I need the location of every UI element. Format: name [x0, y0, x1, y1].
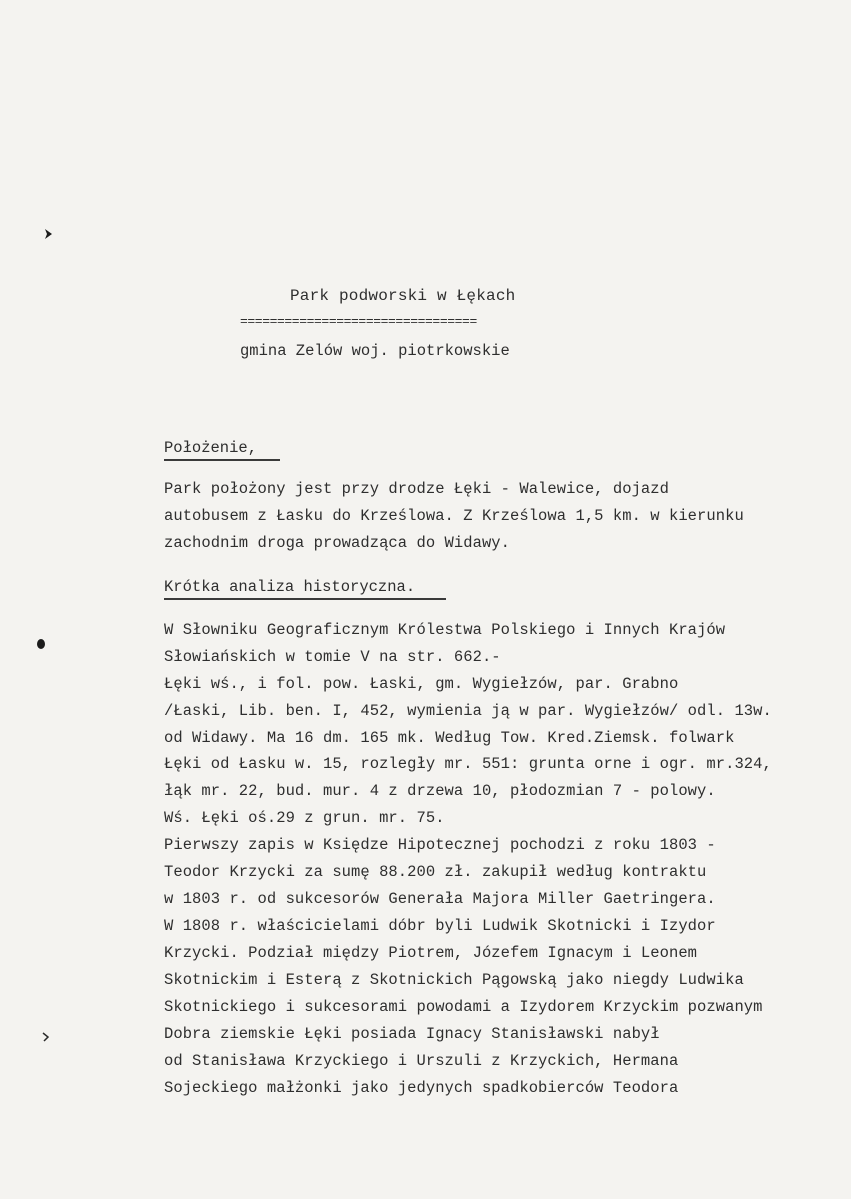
history-line: W 1808 r. właścicielami dóbr byli Ludwik Skotnicki i Izydor	[164, 917, 716, 935]
document-title: Park podworski w Łękach	[290, 287, 516, 305]
history-line: Wś. Łęki oś.29 z grun. mr. 75.	[164, 809, 445, 827]
history-line: od Stanisława Krzyckiego i Urszuli z Krzyckich, Hermana	[164, 1052, 679, 1070]
history-line: Dobra ziemskie Łęki posiada Ignacy Stanisławski nabył	[164, 1025, 660, 1043]
heading-underline-history	[164, 598, 446, 600]
document-subtitle: gmina Zelów woj. piotrkowskie	[240, 342, 510, 360]
title-double-rule: ================================	[240, 316, 477, 328]
history-line: Łęki od Łasku w. 15, rozległy mr. 551: grunta orne i ogr. mr.324,	[164, 755, 772, 773]
history-line: Sojeckiego małżonki jako jedynych spadkobierców Teodora	[164, 1079, 679, 1097]
margin-arrow-mark	[44, 228, 53, 244]
history-line: Skotnickiego i sukcesorami powodami a Izydorem Krzyckim pozwanym	[164, 998, 763, 1016]
history-line: Teodor Krzycki za sumę 88.200 zł. zakupił według kontraktu	[164, 863, 707, 881]
margin-dot-mark	[36, 638, 46, 654]
history-line: Słowiańskich w tomie V na str. 662.-	[164, 648, 501, 666]
heading-underline-location	[164, 459, 280, 461]
history-line: w 1803 r. od sukcesorów Generała Majora Miller Gaetringera.	[164, 890, 716, 908]
location-line: Park położony jest przy drodze Łęki - Walewice, dojazd	[164, 480, 669, 498]
history-line: /Łaski, Lib. ben. I, 452, wymienia ją w par. Wygiełzów/ odl. 13w.	[164, 702, 772, 720]
margin-tick-mark	[42, 1032, 50, 1046]
history-line: W Słowniku Geograficznym Królestwa Polskiego i Innych Krajów	[164, 621, 726, 639]
history-line: Łęki wś., i fol. pow. Łaski, gm. Wygiełzów, par. Grabno	[164, 675, 679, 693]
history-line: Krzycki. Podział między Piotrem, Józefem Ignacym i Leonem	[164, 944, 698, 962]
section-heading-history: Krótka analiza historyczna.	[164, 578, 416, 596]
history-line: łąk mr. 22, bud. mur. 4 z drzewa 10, płodozmian 7 - polowy.	[164, 782, 716, 800]
location-line: zachodnim droga prowadząca do Widawy.	[164, 534, 511, 552]
location-line: autobusem z Łasku do Krześlowa. Z Krześlowa 1,5 km. w kierunku	[164, 507, 744, 525]
history-line: od Widawy. Ma 16 dm. 165 mk. Według Tow. Kred.Ziemsk. folwark	[164, 729, 735, 747]
section-heading-location: Położenie,	[164, 439, 258, 457]
history-line: Pierwszy zapis w Księdze Hipotecznej pochodzi z roku 1803 -	[164, 836, 716, 854]
history-line: Skotnickim i Esterą z Skotnickich Pągowską jako niegdy Ludwika	[164, 971, 744, 989]
